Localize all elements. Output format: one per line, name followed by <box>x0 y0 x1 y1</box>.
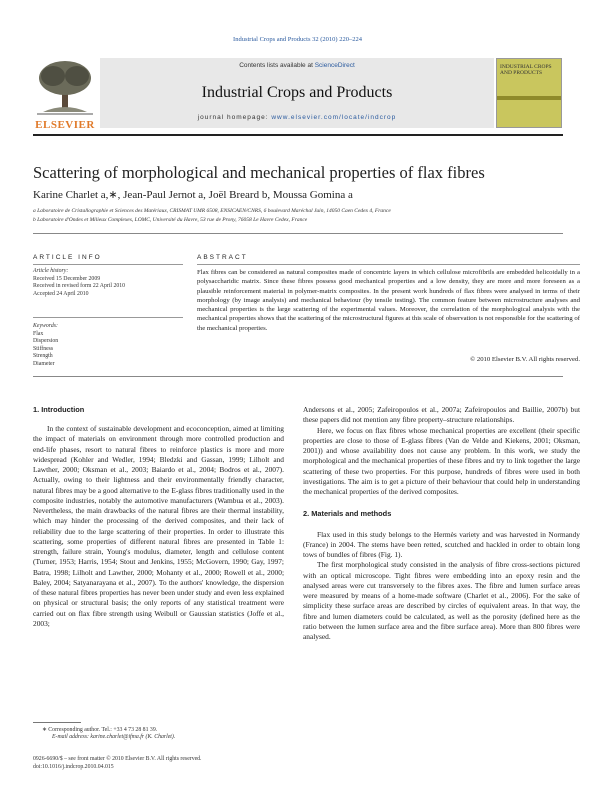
affiliation-b: b Laboratoire d'Ondes et Milieux Complexes, LOMC, Université du Havre, 53 rue de Prony, 76058 Le Havre Cedex, France <box>33 217 308 223</box>
contents-prefix: Contents lists available at <box>239 62 315 69</box>
history-accepted: Accepted 24 April 2010 <box>33 290 89 297</box>
abstract-text: Flax fibres can be considered as natural composites made of concentric layers in which cellulose microfibrils are embedded helicoidally in a polysaccharidic matrix. Since these fibres possess good mechanical properties and a low density, they are more and more foreseen as a plausible reinforcement material in polymer-matrix composites. In the present work hundreds of flax fibres were analysed in terms of their morphology (by image analysis) and mechanical behaviour (by tensile testing). The common feature between microstructure analyses and mechanical properties is the large scattering of the experimental values. Moreover, the correlation of the morphological analysis with the mechanical properties shows that the scattering of the microstructural figures at this scale of observation is not responsible for the scattering of the mechanical properties. <box>197 269 580 332</box>
cover-stripe <box>497 96 561 100</box>
right-column <box>303 405 580 642</box>
body-paragraph: In the context of sustainable development and ecoconception, aimed at limiting the impact of materials on environment through more controlled production and end-life phases, resort to natural fibres to reinforce plastics is more and more widespread (Kohler and Wedler, 1994; Bledzki and Gassan, 1999; Lilholt and Lawther, 2000; Oksman et al., 2003; Baiardo et al., 2004; Bodros et al., 2007). Actually, owing to their lightness and their environmentally friendly character, natural fibres may be a good alternative to the E-glass fibres traditionally used in the composite industries, notably the automotive manufacturers (Wambua et al., 2003). Nevertheless, the main drawbacks of the natural fibres are their thermal instability, which may hinder the processing of the derived composites, and their lack of reliability due to the large scattering of their properties. In order to illustrate this scattering, some properties of different natural fibres are presented in Table 1: strength, failure strain, Young's modulus, diameter, length and cellulose content (Turner, 1953; Harris, 1954; Stout and Jenkins, 1955; McGovern, 1990; Gay, 1997; Batra, 1998; Lilholt and Lawther, 2000; Mohanty et al., 2000; Rowell et al., 2000; Baley, 2004; Satyanarayana et al., 2007). To the authors' knowledge, the dispersion of these natural fibres properties has never been under study and even less explained on physical or structural basis; the only reports of any statistical treatment were carried out on flax fibre strength using Weibull or Gaussian statistics (Joffe et al., 2003; <box>33 424 284 628</box>
history-label: Article history: <box>33 268 69 274</box>
abstract-heading: ABSTRACT <box>197 254 248 261</box>
body-paragraph: The first morphological study consisted in the analysis of fibre cross-sections pictured with an optical microscope. Tight fibres were embedding into an epoxy resin and the analysed areas were cut transversely to the fibres axes. The fibre and lumen surface areas were measured by means of a home-made software (Charlet et al., 2006). For the sake of simplicity these surface areas are described by circles of equivalent areas. In that way, the fibre and lumen diameters could be calculated, as well as the porosity (defined here as the ratio between the lumen surface area and the fibre surface area). More than 800 fibres were analysed. <box>303 560 580 641</box>
keywords-block <box>33 323 183 369</box>
abstract-copyright: © 2010 Elsevier B.V. All rights reserved. <box>470 356 580 363</box>
keyword-item: Diameter <box>33 360 55 367</box>
affiliation-rule <box>33 233 563 234</box>
abstract-bottom-rule <box>33 376 563 377</box>
section-heading-methods: 2. Materials and methods <box>303 509 392 519</box>
keyword-item: Flax <box>33 330 44 337</box>
body-paragraph: Here, we focus on flax fibres whose mechanical properties are excellent (their specific properties are close to those of E-glass fibres (Van de Velde and Kiekens, 2001; Oksman, 2001)) and whose availability does not cause any problem. In this work, we study the morphological and the mechanical properties of these fibres and try to link together the large scattering of these two properties. For this purpose, hundreds of fibres were used in both investigations. The aim is to get a picture of their behaviour that could help in understanding the mechanical properties of the derived composites. <box>303 425 580 496</box>
contents-line <box>100 62 494 69</box>
section-heading-introduction: 1. Introduction <box>33 405 85 414</box>
introduction-column <box>33 424 284 629</box>
author-list: Karine Charlet a,∗, Jean-Paul Jernot a, Joël Breard b, Moussa Gomina a <box>33 189 353 201</box>
keyword-item: Strength <box>33 353 53 360</box>
body-paragraph: Flax used in this study belongs to the Hermès variety and was harvested in Normandy (France) in 2004. The stems have been retted, scutched and hackled in order to obtain long tows of bundles of fibres (Fig. 1). <box>303 529 580 559</box>
journal-homepage <box>100 114 494 121</box>
journal-title: Industrial Crops and Products <box>201 84 393 101</box>
keyword-item: Stiffness <box>33 345 54 352</box>
article-info-heading: ARTICLE INFO <box>33 254 102 261</box>
homepage-link[interactable]: www.elsevier.com/locate/indcrop <box>271 114 397 121</box>
history-revised: Received in revised form 22 April 2010 <box>33 283 126 290</box>
elsevier-tree-logo <box>33 58 97 128</box>
corresponding-author: ∗ Corresponding author. Tel.: +33 4 73 28 81 39. <box>42 727 158 733</box>
keyword-item: Dispersion <box>33 338 59 345</box>
keywords-rule <box>33 317 183 318</box>
history-received: Received 15 December 2009 <box>33 275 101 282</box>
publisher-logo-text: ELSEVIER <box>35 119 95 131</box>
footnote-rule <box>33 722 81 723</box>
article-history <box>33 268 183 298</box>
corresponding-footnote <box>42 727 292 742</box>
article-title: Scattering of morphological and mechanical properties of flax fibres <box>33 163 485 182</box>
sciencedirect-link[interactable]: ScienceDirect <box>314 62 355 69</box>
abstract-rule <box>197 264 580 265</box>
body-paragraph: Andersons et al., 2005; Zafeiropoulos et al., 2007a; Zafeiropoulos and Baillie, 2007b) but these papers did not mention any fibre property–structure relationships. <box>303 405 580 425</box>
journal-citation: Industrial Crops and Products 32 (2010) 220–224 <box>233 36 362 43</box>
keywords-label: Keywords: <box>33 323 58 329</box>
issn-line: 0926-6690/$ – see front matter © 2010 Elsevier B.V. All rights reserved. <box>33 756 202 762</box>
cover-title: INDUSTRIAL CROPS AND PRODUCTS <box>500 64 552 76</box>
homepage-prefix: journal homepage: <box>197 114 272 121</box>
affiliation-a: a Laboratoire de Cristallographie et Sciences des Matériaux, CRISMAT UMR 6508, ENSICAEN/CNRS, 6 boulevard Maréchal Juin, 14050 Caen Cedex 4, France <box>33 208 391 214</box>
email-line: E-mail address: karine.charlet@ifma.fr (K. Charlet). <box>52 734 176 741</box>
header-rule <box>33 134 563 136</box>
article-info-rule <box>33 264 183 265</box>
doi-link[interactable]: doi:10.1016/j.indcrop.2010.04.015 <box>33 764 114 770</box>
